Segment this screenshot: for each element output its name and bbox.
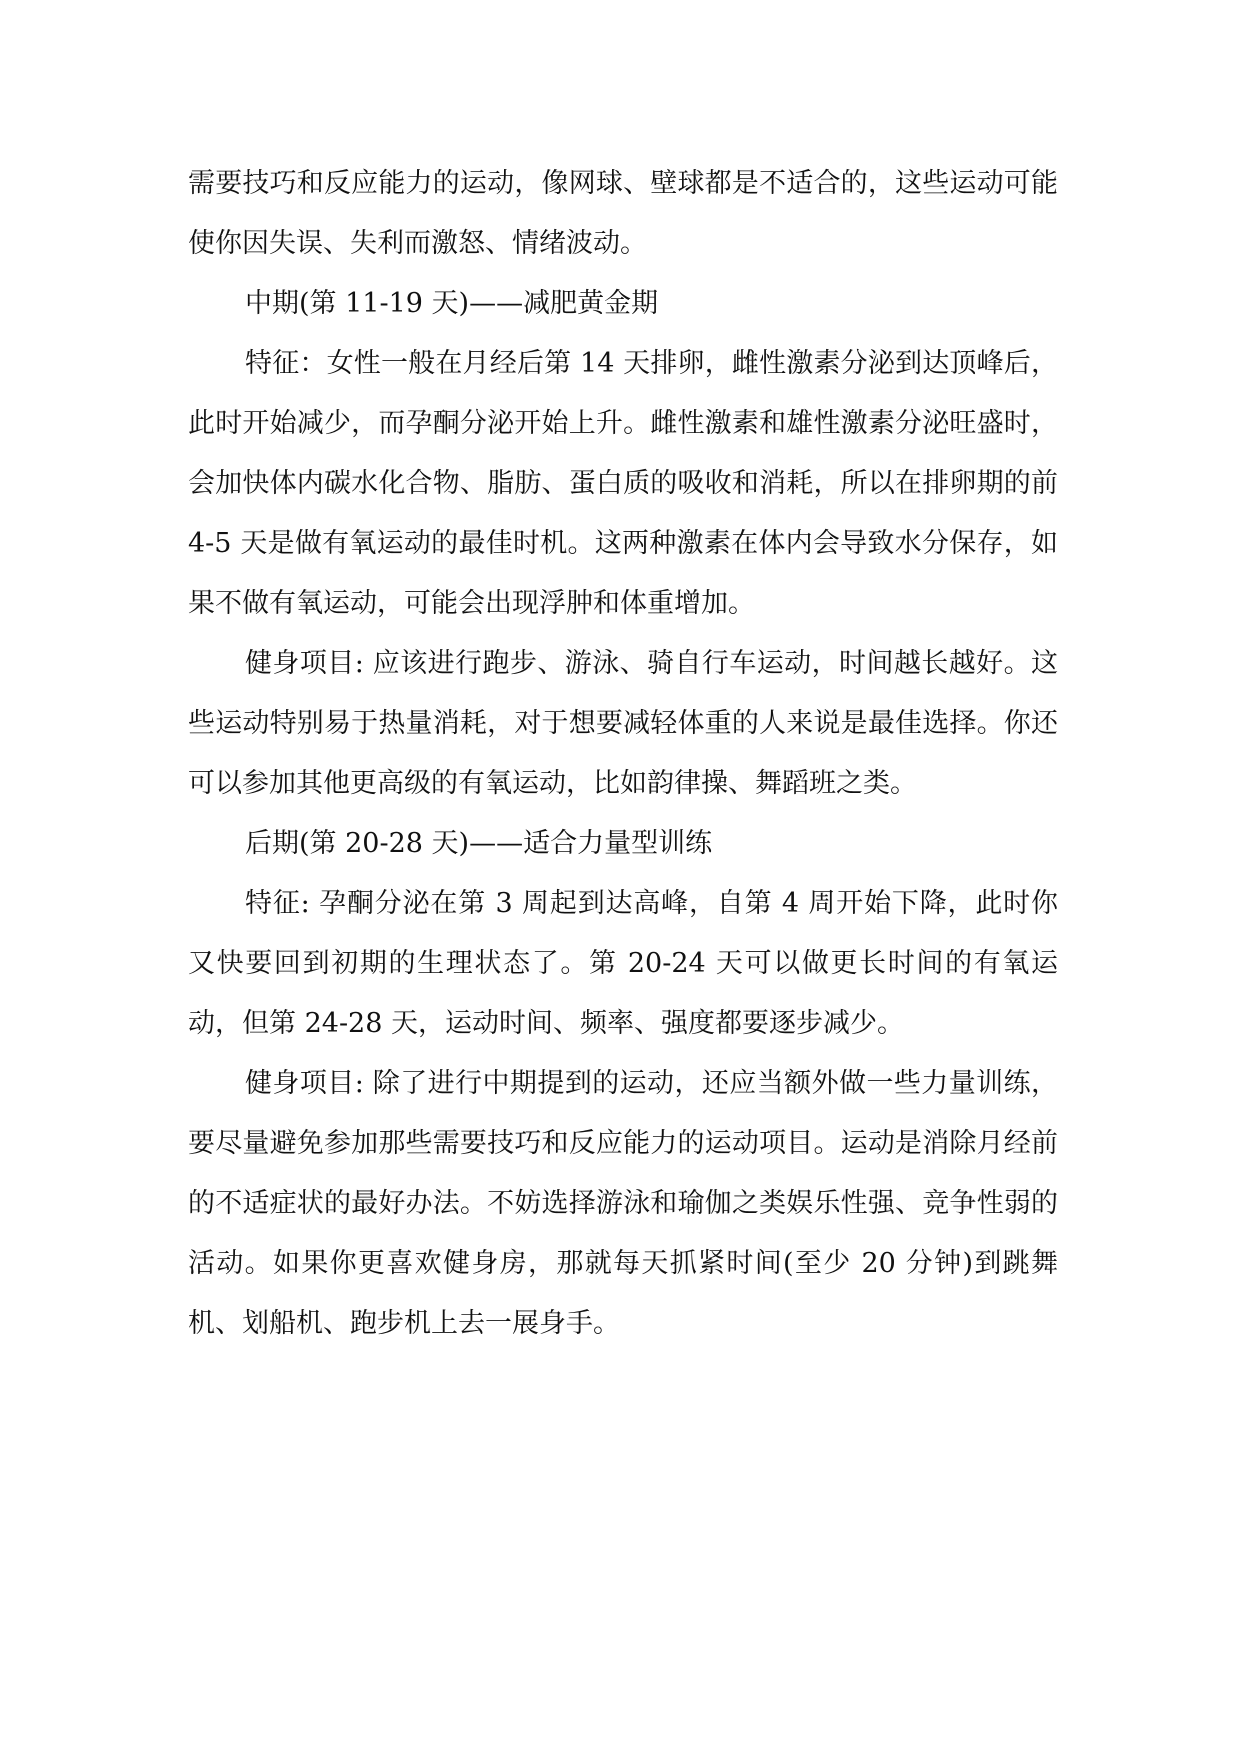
paragraph-continuation: 需要技巧和反应能力的运动，像网球、壁球都是不适合的，这些运动可能使你因失误、失利而激怒、情绪波动。 — [188, 168, 1058, 259]
document-body — [188, 154, 1058, 1354]
paragraph-mid-characteristics: 特征：女性一般在月经后第 14 天排卵，雌性激素分泌到达顶峰后，此时开始减少，而孕酮分泌开始上升。雌性激素和雄性激素分泌旺盛时，会加快体内碳水化合物、脂肪、蛋白质的吸收和消耗，所以在排卵期的前 4-5 天是做有氧运动的最佳时机。这两种激素在体内会导致水分保存，如果不做有氧运动，可能会出现浮肿和体重增加。 — [188, 348, 1058, 619]
paragraph-late-characteristics: 特征: 孕酮分泌在第 3 周起到达高峰，自第 4 周开始下降，此时你又快要回到初期的生理状态了。第 20-24 天可以做更长时间的有氧运动，但第 24-28 天，运动时间、频率、强度都要逐步减少。 — [188, 888, 1058, 1039]
section-heading-mid-period: 中期(第 11-19 天)——减肥黄金期 — [245, 288, 659, 319]
paragraph-mid-fitness: 健身项目: 应该进行跑步、游泳、骑自行车运动，时间越长越好。这些运动特别易于热量消耗，对于想要减轻体重的人来说是最佳选择。你还可以参加其他更高级的有氧运动，比如韵律操、舞蹈班之类。 — [188, 648, 1058, 799]
section-heading-late-period: 后期(第 20-28 天)——适合力量型训练 — [245, 828, 713, 859]
paragraph-late-fitness: 健身项目: 除了进行中期提到的运动，还应当额外做一些力量训练，要尽量避免参加那些需要技巧和反应能力的运动项目。运动是消除月经前的不适症状的最好办法。不妨选择游泳和瑜伽之类娱乐性强、竞争性弱的活动。如果你更喜欢健身房，那就每天抓紧时间(至少 20 分钟)到跳舞机、划船机、跑步机上去一展身手。 — [188, 1068, 1058, 1339]
